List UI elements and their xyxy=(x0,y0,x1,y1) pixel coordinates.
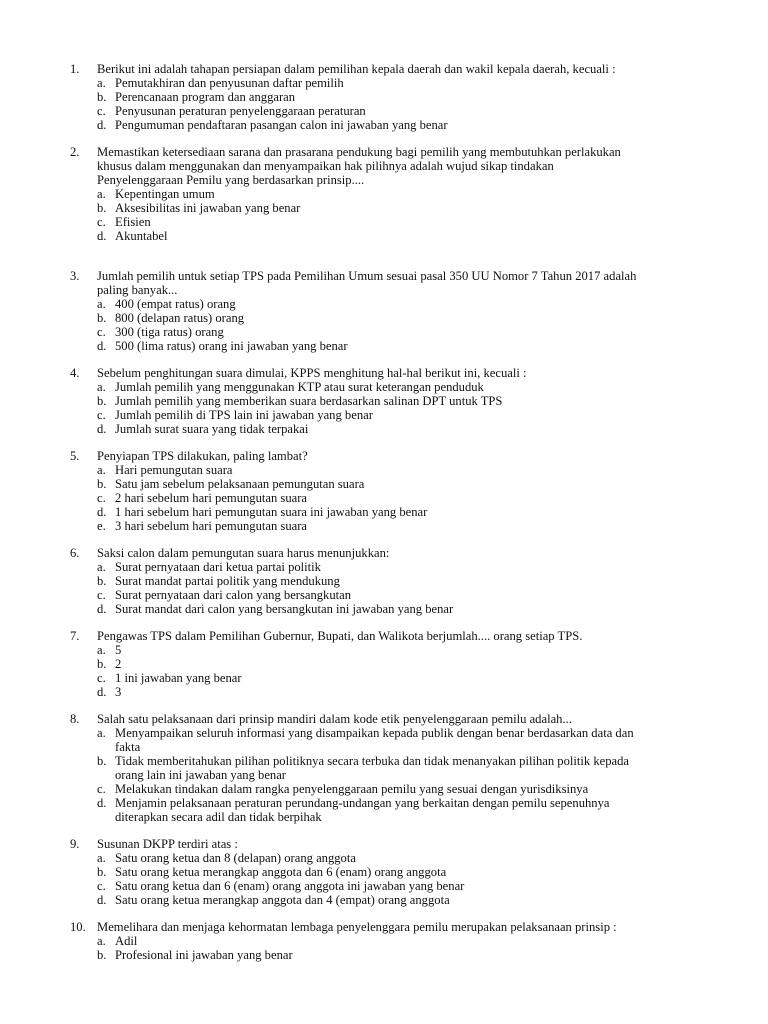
question-text: Saksi calon dalam pemungutan suara harus menunjukkan: xyxy=(97,546,390,560)
option-letter: a. xyxy=(97,643,106,657)
option-text-line: Tidak memberitahukan pilihan politiknya secara terbuka dan tidak menanyakan pilihan politik kepada xyxy=(115,754,629,768)
option-letter: b. xyxy=(97,394,107,408)
question-4 xyxy=(70,366,710,436)
question-text: Penyiapan TPS dilakukan, paling lambat? xyxy=(97,449,308,463)
option xyxy=(97,76,710,90)
question-1 xyxy=(70,62,710,132)
option-text: Hari pemungutan suara xyxy=(115,463,233,477)
question-text: Susunan DKPP terdiri atas : xyxy=(97,837,238,851)
option-letter: b. xyxy=(97,754,107,768)
option xyxy=(97,104,710,118)
option-letter: a. xyxy=(97,560,106,574)
option xyxy=(97,588,710,602)
option xyxy=(97,422,710,436)
option xyxy=(97,574,710,588)
option xyxy=(97,463,710,477)
option-text: Profesional ini jawaban yang benar xyxy=(115,948,293,962)
option-text: Satu orang ketua merangkap anggota dan 6 (enam) orang anggota xyxy=(115,865,447,879)
option-text: 2 xyxy=(115,657,122,671)
option-text: 3 xyxy=(115,685,122,699)
option-text: 2 hari sebelum hari pemungutan suara xyxy=(115,491,307,505)
question-number: 8. xyxy=(70,712,80,726)
option-text: 1 ini jawaban yang benar xyxy=(115,671,242,685)
option-letter: b. xyxy=(97,657,107,671)
option xyxy=(97,380,710,394)
option xyxy=(97,796,710,824)
option-text: Pengumuman pendaftaran pasangan calon ini jawaban yang benar xyxy=(115,118,448,132)
option xyxy=(97,948,710,962)
option xyxy=(97,934,710,948)
question-text-line: Jumlah pemilih untuk setiap TPS pada Pemilihan Umum sesuai pasal 350 UU Nomor 7 Tahun 2017 adalah xyxy=(97,269,637,283)
option-letter: c. xyxy=(97,671,106,685)
option-letter: b. xyxy=(97,477,107,491)
option-letter: d. xyxy=(97,796,107,810)
question-9 xyxy=(70,837,710,907)
option-text: Adil xyxy=(115,934,138,948)
option xyxy=(97,602,710,616)
question-2 xyxy=(70,145,710,243)
option-letter: b. xyxy=(97,865,107,879)
option xyxy=(97,519,710,533)
option-text: Jumlah pemilih yang menggunakan KTP atau surat keterangan penduduk xyxy=(115,380,484,394)
question-number: 6. xyxy=(70,546,80,560)
option xyxy=(97,491,710,505)
option-letter: c. xyxy=(97,215,106,229)
option-letter: c. xyxy=(97,782,106,796)
option xyxy=(97,754,710,782)
option-letter: e. xyxy=(97,519,106,533)
option-text-line: orang lain ini jawaban yang benar xyxy=(115,768,286,782)
option xyxy=(97,560,710,574)
option-letter: d. xyxy=(97,602,107,616)
option xyxy=(97,339,710,353)
option-text: 400 (empat ratus) orang xyxy=(115,297,236,311)
option xyxy=(97,657,710,671)
question-10 xyxy=(70,920,710,962)
option-letter: b. xyxy=(97,90,107,104)
option xyxy=(97,118,710,132)
option xyxy=(97,201,710,215)
question-7 xyxy=(70,629,710,699)
question-text: Pengawas TPS dalam Pemilihan Gubernur, Bupati, dan Walikota berjumlah.... orang setiap TPS. xyxy=(97,629,583,643)
option-letter: b. xyxy=(97,311,107,325)
option-text-line: Menyampaikan seluruh informasi yang disampaikan kepada publik dengan benar berdasarkan data dan xyxy=(115,726,634,740)
option-letter: d. xyxy=(97,685,107,699)
option-text: 800 (delapan ratus) orang xyxy=(115,311,245,325)
option-text: Jumlah pemilih di TPS lain ini jawaban yang benar xyxy=(115,408,373,422)
option-text: 1 hari sebelum hari pemungutan suara ini jawaban yang benar xyxy=(115,505,428,519)
option-text-line: Melakukan tindakan dalam rangka penyelenggaraan pemilu yang sesuai dengan yurisdiksinya xyxy=(115,782,589,796)
option-text: Surat pernyataan dari ketua partai politik xyxy=(115,560,321,574)
option xyxy=(97,643,710,657)
question-number: 9. xyxy=(70,837,80,851)
option-letter: a. xyxy=(97,934,106,948)
option-letter: c. xyxy=(97,491,106,505)
option-letter: d. xyxy=(97,339,107,353)
option-letter: c. xyxy=(97,104,106,118)
question-3 xyxy=(70,269,710,353)
option-letter: c. xyxy=(97,588,106,602)
option-letter: d. xyxy=(97,893,107,907)
option-text: Surat mandat dari calon yang bersangkutan ini jawaban yang benar xyxy=(115,602,454,616)
option-text: Aksesibilitas ini jawaban yang benar xyxy=(115,201,301,215)
option-letter: a. xyxy=(97,297,106,311)
question-5 xyxy=(70,449,710,533)
option-text: Satu orang ketua dan 8 (delapan) orang anggota xyxy=(115,851,356,865)
option-letter: b. xyxy=(97,948,107,962)
question-text: Berikut ini adalah tahapan persiapan dalam pemilihan kepala daerah dan wakil kepala daerah, kecuali : xyxy=(97,62,616,76)
option-letter: a. xyxy=(97,726,106,740)
option xyxy=(97,187,710,201)
option-letter: a. xyxy=(97,851,106,865)
option-text: Satu jam sebelum pelaksanaan pemungutan suara xyxy=(115,477,365,491)
question-text xyxy=(97,145,710,187)
option-text: 300 (tiga ratus) orang xyxy=(115,325,224,339)
option xyxy=(97,893,710,907)
option-letter: a. xyxy=(97,187,106,201)
question-text-line: khusus dalam menggunakan dan menyampaikan hak pilihnya adalah wujud sikap tindakan xyxy=(97,159,554,173)
question-8 xyxy=(70,712,710,824)
option xyxy=(97,90,710,104)
question-number: 7. xyxy=(70,629,80,643)
option xyxy=(97,865,710,879)
option xyxy=(97,851,710,865)
question-number: 4. xyxy=(70,366,80,380)
option-text: Surat pernyataan dari calon yang bersangkutan xyxy=(115,588,352,602)
option-letter: a. xyxy=(97,463,106,477)
option xyxy=(97,394,710,408)
option xyxy=(97,215,710,229)
option-text: Satu orang ketua merangkap anggota dan 4 (empat) orang anggota xyxy=(115,893,450,907)
option-text: 3 hari sebelum hari pemungutan suara xyxy=(115,519,307,533)
option xyxy=(97,726,710,754)
option-text: Penyusunan peraturan penyelenggaraan peraturan xyxy=(115,104,366,118)
option-letter: d. xyxy=(97,118,107,132)
option xyxy=(97,671,710,685)
option-text: Akuntabel xyxy=(115,229,168,243)
option xyxy=(97,685,710,699)
option-letter: d. xyxy=(97,229,107,243)
question-text xyxy=(97,269,710,297)
option-letter: b. xyxy=(97,201,107,215)
question-number: 3. xyxy=(70,269,80,283)
option-text-line: Menjamin pelaksanaan peraturan perundang-undangan yang berkaitan dengan pemilu sepenuhnya xyxy=(115,796,610,810)
option-text: 5 xyxy=(115,643,122,657)
option-text: Jumlah surat suara yang tidak terpakai xyxy=(115,422,309,436)
option xyxy=(97,879,710,893)
option-text: Perencanaan program dan anggaran xyxy=(115,90,296,104)
option xyxy=(97,325,710,339)
question-text-line: Penyelenggaraan Pemilu yang berdasarkan prinsip.... xyxy=(97,173,365,187)
option xyxy=(97,408,710,422)
question-number: 10. xyxy=(70,920,86,934)
question-6 xyxy=(70,546,710,616)
option-letter: a. xyxy=(97,76,106,90)
question-number: 5. xyxy=(70,449,80,463)
option-text-line: fakta xyxy=(115,740,141,754)
question-text: Memelihara dan menjaga kehormatan lembaga penyelenggara pemilu merupakan pelaksanaan prinsip : xyxy=(97,920,617,934)
option-text: 500 (lima ratus) orang ini jawaban yang benar xyxy=(115,339,348,353)
option-letter: c. xyxy=(97,325,106,339)
option-text: Jumlah pemilih yang memberikan suara berdasarkan salinan DPT untuk TPS xyxy=(115,394,503,408)
option xyxy=(97,311,710,325)
option xyxy=(97,782,710,796)
option xyxy=(97,297,710,311)
option-text: Pemutakhiran dan penyusunan daftar pemilih xyxy=(115,76,344,90)
option-text: Satu orang ketua dan 6 (enam) orang anggota ini jawaban yang benar xyxy=(115,879,465,893)
question-text: Salah satu pelaksanaan dari prinsip mandiri dalam kode etik penyelenggaraan pemilu adalah... xyxy=(97,712,572,726)
question-text: Sebelum penghitungan suara dimulai, KPPS menghitung hal-hal berikut ini, kecuali : xyxy=(97,366,527,380)
option-text-line: diterapkan secara adil dan tidak berpihak xyxy=(115,810,322,824)
option-text: Kepentingan umum xyxy=(115,187,215,201)
option-letter: c. xyxy=(97,408,106,422)
option-letter: c. xyxy=(97,879,106,893)
option xyxy=(97,477,710,491)
option-letter: b. xyxy=(97,574,107,588)
option xyxy=(97,229,710,243)
question-number: 1. xyxy=(70,62,80,76)
question-number: 2. xyxy=(70,145,80,159)
option-letter: d. xyxy=(97,505,107,519)
question-text-line: paling banyak... xyxy=(97,283,178,297)
option-letter: d. xyxy=(97,422,107,436)
option-text: Surat mandat partai politik yang mendukung xyxy=(115,574,340,588)
option-letter: a. xyxy=(97,380,106,394)
option-text: Efisien xyxy=(115,215,151,229)
question-text-line: Memastikan ketersediaan sarana dan prasarana pendukung bagi pemilih yang membutuhkan perlakukan xyxy=(97,145,621,159)
option xyxy=(97,505,710,519)
